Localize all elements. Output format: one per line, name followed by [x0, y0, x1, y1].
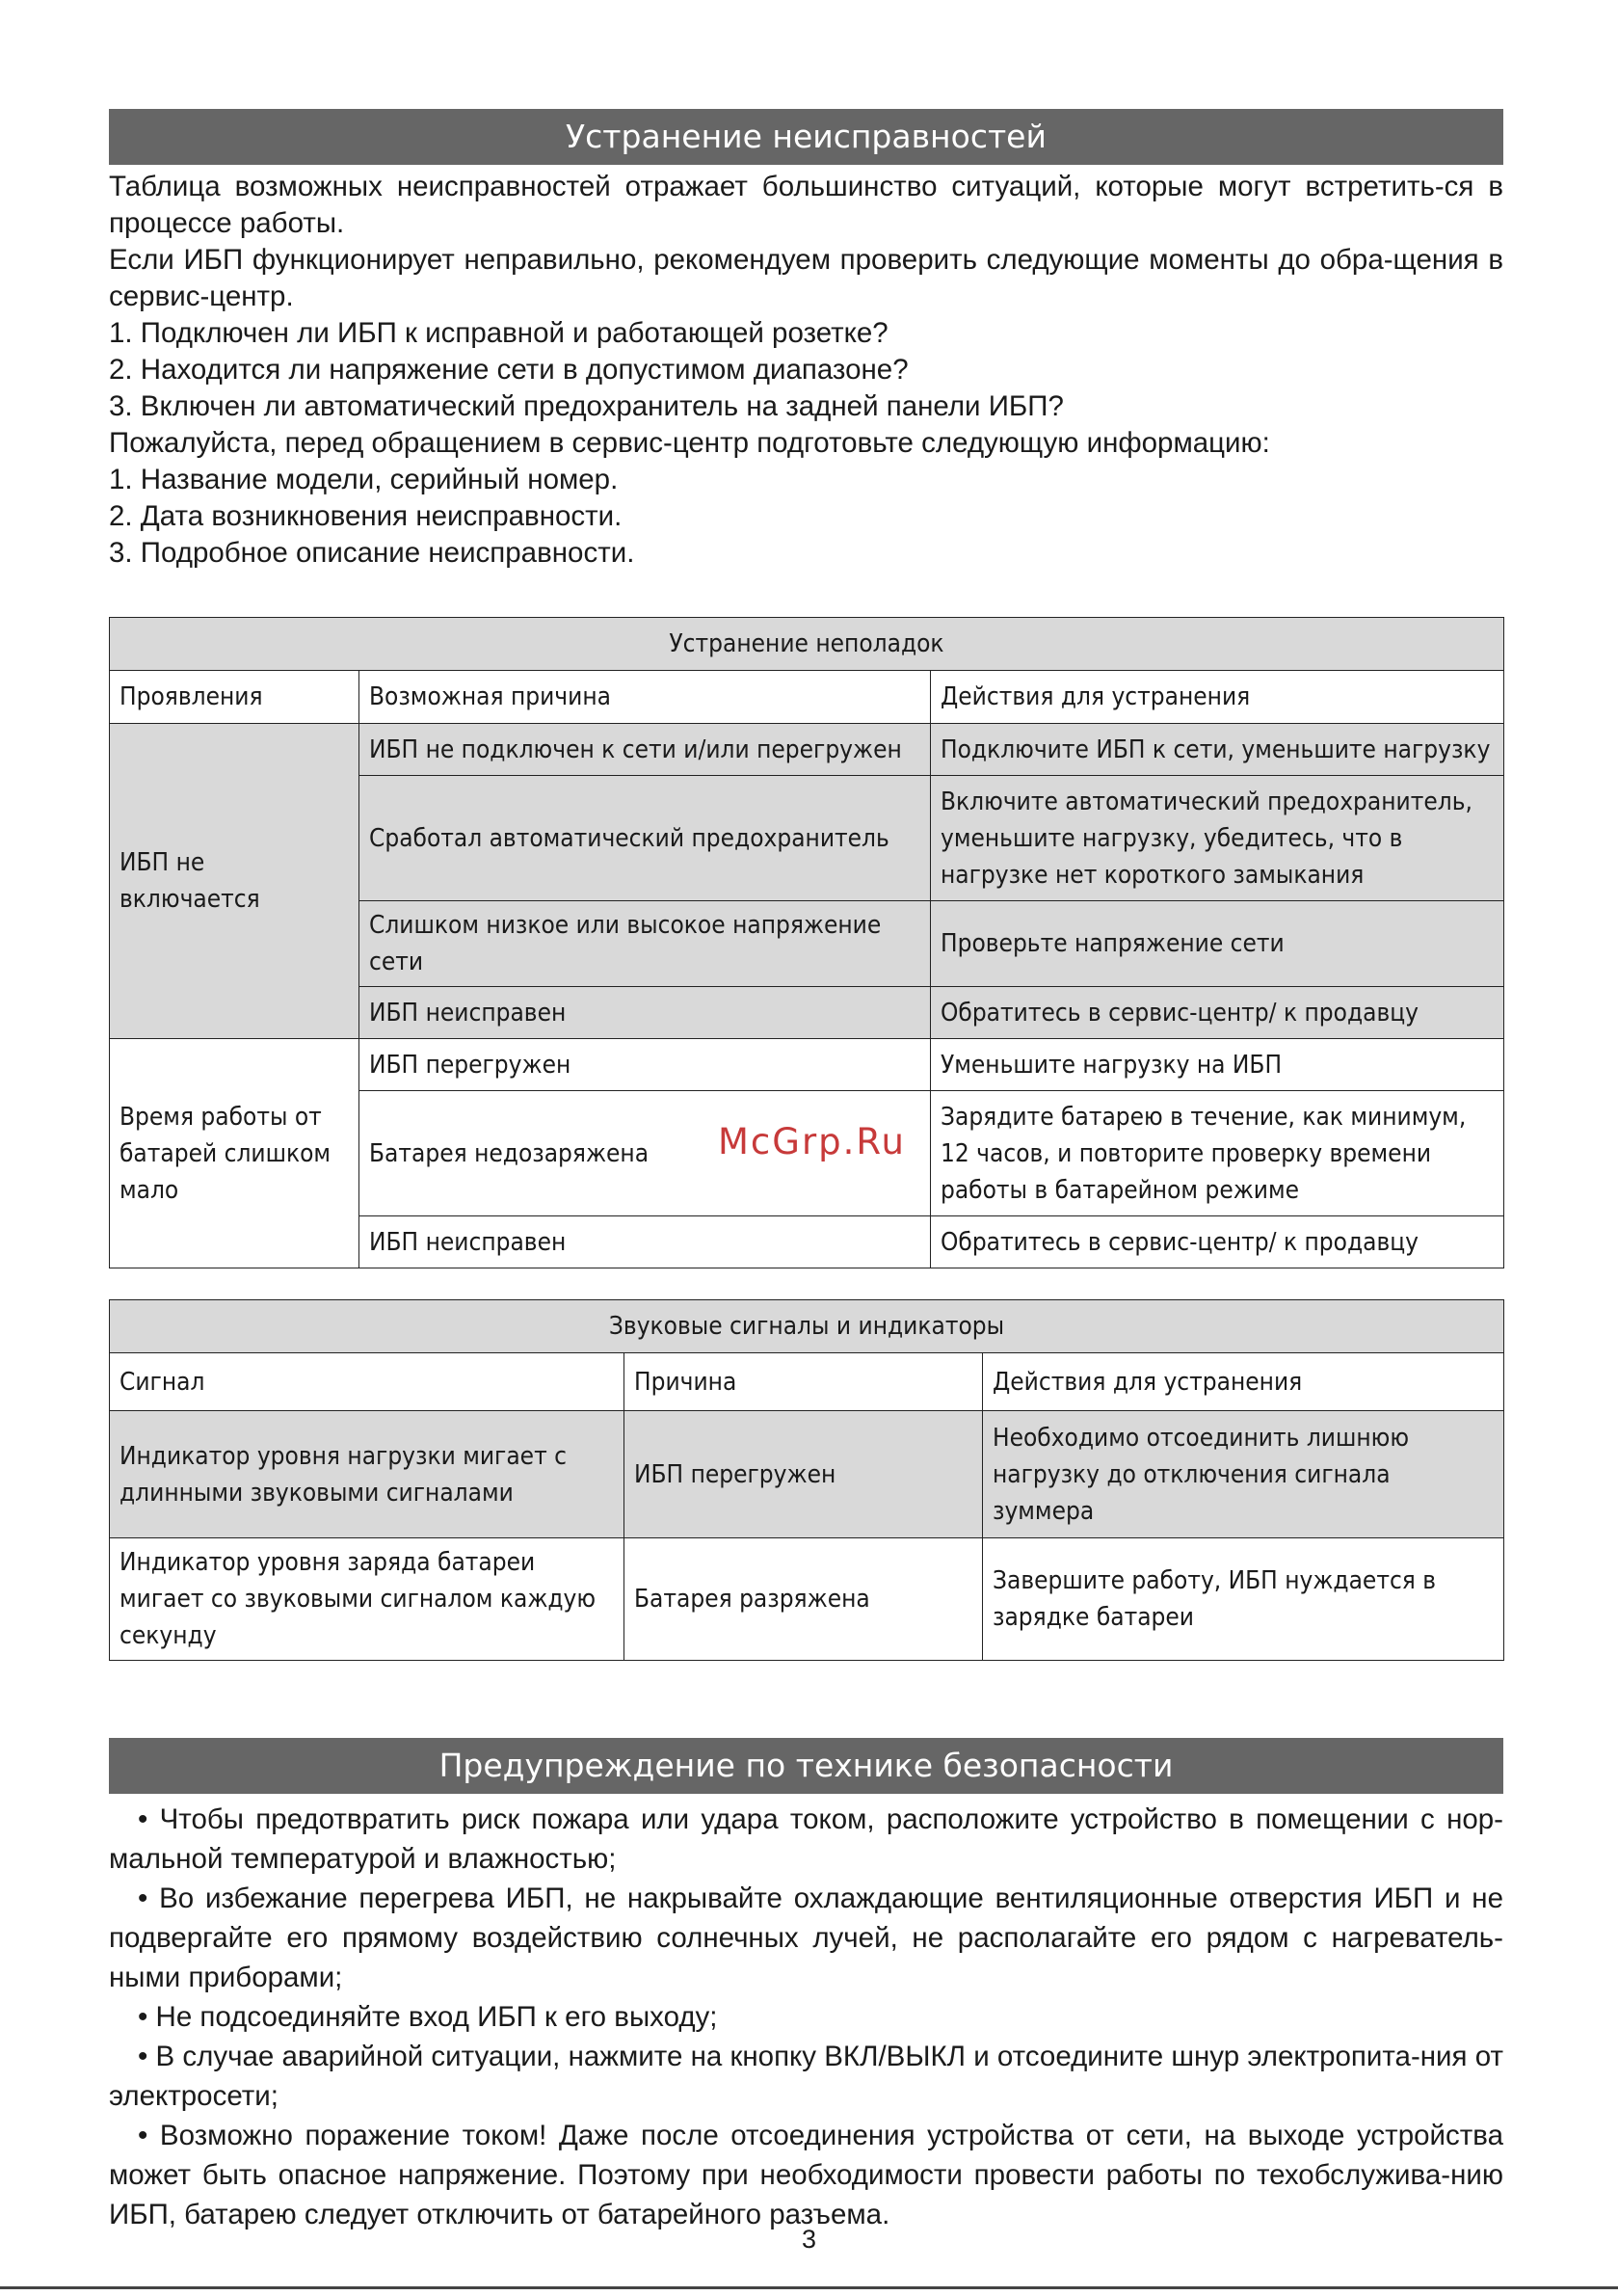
signals-table: [109, 1299, 1504, 1661]
column-header: Действия для устранения: [931, 671, 1504, 724]
watermark: McGrp.Ru: [718, 1121, 906, 1162]
action-cell: Обратитесь в сервис-центр/ к продавцу: [931, 1216, 1504, 1268]
safety-item: • Во избежание перегрева ИБП, не накрывайте охлаждающие вентиляционные отверстия ИБП и не подвергайте его прямому воздействию солнечных лучей, не располагайте его рядом с нагреватель-ными приборами;: [109, 1882, 1503, 1993]
cause-cell: ИБП неисправен: [359, 987, 931, 1039]
intro-paragraph: Таблица возможных неисправностей отражает большинство ситуаций, которые могут встретить-ся в процессе работы.: [109, 171, 1503, 239]
symptom-cell: ИБП не включается: [110, 724, 359, 1039]
cause-cell: ИБП перегружен: [359, 1039, 931, 1091]
signal-cell: Индикатор уровня нагрузки мигает с длинными звуковыми сигналами: [110, 1411, 624, 1538]
symptom-cell: Время работы от батарей слишком мало: [110, 1039, 359, 1268]
cause-cell: ИБП неисправен: [359, 1216, 931, 1268]
action-cell: Включите автоматический предохранитель, уменьшите нагрузку, убедитесь, что в нагрузке нет короткого замыкания: [931, 776, 1504, 901]
table-row: [110, 1039, 1504, 1091]
cause-cell: Слишком низкое или высокое напряжение сети: [359, 901, 931, 987]
intro-list-item: 1. Подключен ли ИБП к исправной и работающей розетке?: [109, 317, 889, 349]
action-cell: Проверьте напряжение сети: [931, 901, 1504, 987]
table-row: [110, 1411, 1504, 1538]
table-header-row: [110, 1353, 1504, 1411]
cause-cell: ИБП перегружен: [624, 1411, 983, 1538]
action-cell: Необходимо отсоединить лишнюю нагрузку до отключения сигнала зуммера: [983, 1411, 1504, 1538]
intro-paragraph: Пожалуйста, перед обращением в сервис-центр подготовьте следующую информацию:: [109, 427, 1270, 459]
intro-list-item: 1. Название модели, серийный номер.: [109, 464, 619, 495]
table-caption-row: [110, 618, 1504, 671]
cause-cell: ИБП не подключен к сети и/или перегружен: [359, 724, 931, 776]
cause-cell: Батарея разряжена: [624, 1538, 983, 1661]
signal-cell: Индикатор уровня заряда батареи мигает со звуковыми сигналом каждую секунду: [110, 1538, 624, 1661]
table-header-row: [110, 671, 1504, 724]
safety-item: • Чтобы предотвратить риск пожара или удара током, расположите устройство в помещении с нор-мальной температурой и влажностью;: [109, 1803, 1503, 1875]
intro-list-item: 3. Подробное описание неисправности.: [109, 537, 635, 569]
intro-text: [109, 169, 1503, 572]
intro-paragraph: Если ИБП функционирует неправильно, рекомендуем проверить следующие моменты до обра-щения в сервис-центр.: [109, 244, 1503, 312]
bottom-divider: [0, 2286, 1618, 2289]
cause-cell: Сработал автоматический предохранитель: [359, 776, 931, 901]
intro-list-item: 2. Дата возникновения неисправности.: [109, 500, 623, 532]
table-row: [110, 1538, 1504, 1661]
section-header-troubleshooting: Устранение неисправностей: [109, 109, 1503, 165]
safety-item: • Не подсоединяйте вход ИБП к его выходу;: [138, 2001, 718, 2033]
action-cell: Подключите ИБП к сети, уменьшите нагрузку: [931, 724, 1504, 776]
column-header: Причина: [624, 1353, 983, 1411]
cause-cell: Батарея недозаряжена: [359, 1091, 931, 1216]
column-header: Проявления: [110, 671, 359, 724]
table-caption: Звуковые сигналы и индикаторы: [110, 1300, 1504, 1353]
table-caption: Устранение неполадок: [110, 618, 1504, 671]
action-cell: Обратитесь в сервис-центр/ к продавцу: [931, 987, 1504, 1039]
page-content: [109, 109, 1503, 2234]
page-number: 3: [801, 2225, 817, 2254]
column-header: Возможная причина: [359, 671, 931, 724]
column-header: Действия для устранения: [983, 1353, 1504, 1411]
intro-list-item: 3. Включен ли автоматический предохранитель на задней панели ИБП?: [109, 390, 1064, 422]
action-cell: Завершите работу, ИБП нуждается в зарядке батареи: [983, 1538, 1504, 1661]
column-header: Сигнал: [110, 1353, 624, 1411]
section-header-safety: Предупреждение по технике безопасности: [109, 1738, 1503, 1794]
safety-text: [109, 1800, 1503, 2234]
action-cell: Уменьшите нагрузку на ИБП: [931, 1039, 1504, 1091]
safety-item: • Возможно поражение током! Даже после отсоединения устройства от сети, на выходе устройства может быть опасное напряжение. Поэтому при необходимости провести работы по техобслужива-нию ИБП, батарею следует отключить от батарейного разъема.: [109, 2120, 1503, 2230]
intro-list-item: 2. Находится ли напряжение сети в допустимом диапазоне?: [109, 354, 909, 386]
safety-item: • В случае аварийной ситуации, нажмите на кнопку ВКЛ/ВЫКЛ и отсоедините шнур электропита-ния от электросети;: [109, 2041, 1503, 2112]
troubleshooting-table: [109, 617, 1504, 1268]
action-cell: Зарядите батарею в течение, как минимум, 12 часов, и повторите проверку времени работы в батарейном режиме: [931, 1091, 1504, 1216]
table-row: [110, 724, 1504, 776]
table-caption-row: [110, 1300, 1504, 1353]
